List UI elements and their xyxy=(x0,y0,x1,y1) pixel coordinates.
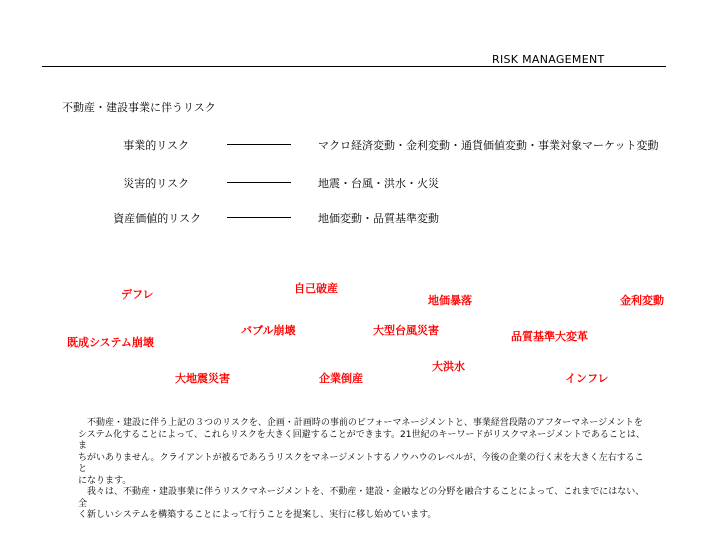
risk-word-corporate-bankruptcy: 企業倒産 xyxy=(319,372,363,385)
risk-word-land-price-crash: 地価暴落 xyxy=(428,294,472,307)
risk-word-interest-rate-change: 金利変動 xyxy=(620,294,664,307)
paragraph-line: く新しいシステムを構築することによって行うことを提案し、実行に移し始めています。 xyxy=(78,510,437,520)
risk-word-earthquake-disaster: 大地震災害 xyxy=(175,372,230,385)
risk-type-disaster-label: 災害的リスク xyxy=(123,177,189,190)
risk-word-typhoon-disaster: 大型台風災害 xyxy=(373,324,439,337)
explanation-paragraph xyxy=(78,418,648,522)
risk-word-great-flood: 大洪水 xyxy=(432,360,465,373)
risk-word-bubble-collapse: バブル崩壊 xyxy=(241,324,296,337)
risk-type-connector xyxy=(227,144,291,145)
risk-type-disaster-description: 地震・台風・洪水・火災 xyxy=(318,177,439,190)
risk-word-inflation: インフレ xyxy=(565,372,609,385)
risk-word-quality-standard-change: 品質基準大変革 xyxy=(511,330,588,343)
risk-type-connector xyxy=(227,217,291,218)
risk-type-business-description: マクロ経済変動・金利変動・通貨価値変動・事業対象マーケット変動 xyxy=(318,139,659,152)
risk-type-business-label: 事業的リスク xyxy=(123,139,189,152)
risk-word-deflation: デフレ xyxy=(121,288,154,301)
header-divider xyxy=(42,66,666,67)
risk-type-asset-description: 地価変動・品質基準変動 xyxy=(318,212,439,225)
paragraph-line: システム化することによって、これらリスクを大きく回避することができます。21世紀のキーワードがリスクマネージメントであることは、ま xyxy=(78,429,645,451)
paragraph-line: になります。 xyxy=(78,475,132,486)
paragraph-line: ちがいありません。クライアントが被るであろうリスクをマネージメントするノウハウのレベルが、今後の企業の行く末を大きく左右すること xyxy=(78,452,644,474)
risk-type-connector xyxy=(227,182,291,183)
risk-word-system-collapse: 既成システム崩壊 xyxy=(67,336,154,349)
page-header-title: RISK MANAGEMENT xyxy=(492,53,605,66)
section-title: 不動産・建設事業に伴うリスク xyxy=(62,101,216,114)
risk-word-self-bankruptcy: 自己破産 xyxy=(294,282,338,295)
paragraph-line: 不動産・建設に伴う上記の３つのリスクを、企画・計画時の事前のビフォーマネージメントと、事業経営段階のアフターマネージメントを xyxy=(78,418,643,428)
paragraph-line: 我々は、不動産・建設事業に伴うリスクマネージメントを、不動産・建設・金融などの分野を融合することによって、これまでにはない、全 xyxy=(78,487,645,509)
risk-type-asset-label: 資産価値的リスク xyxy=(113,212,201,225)
